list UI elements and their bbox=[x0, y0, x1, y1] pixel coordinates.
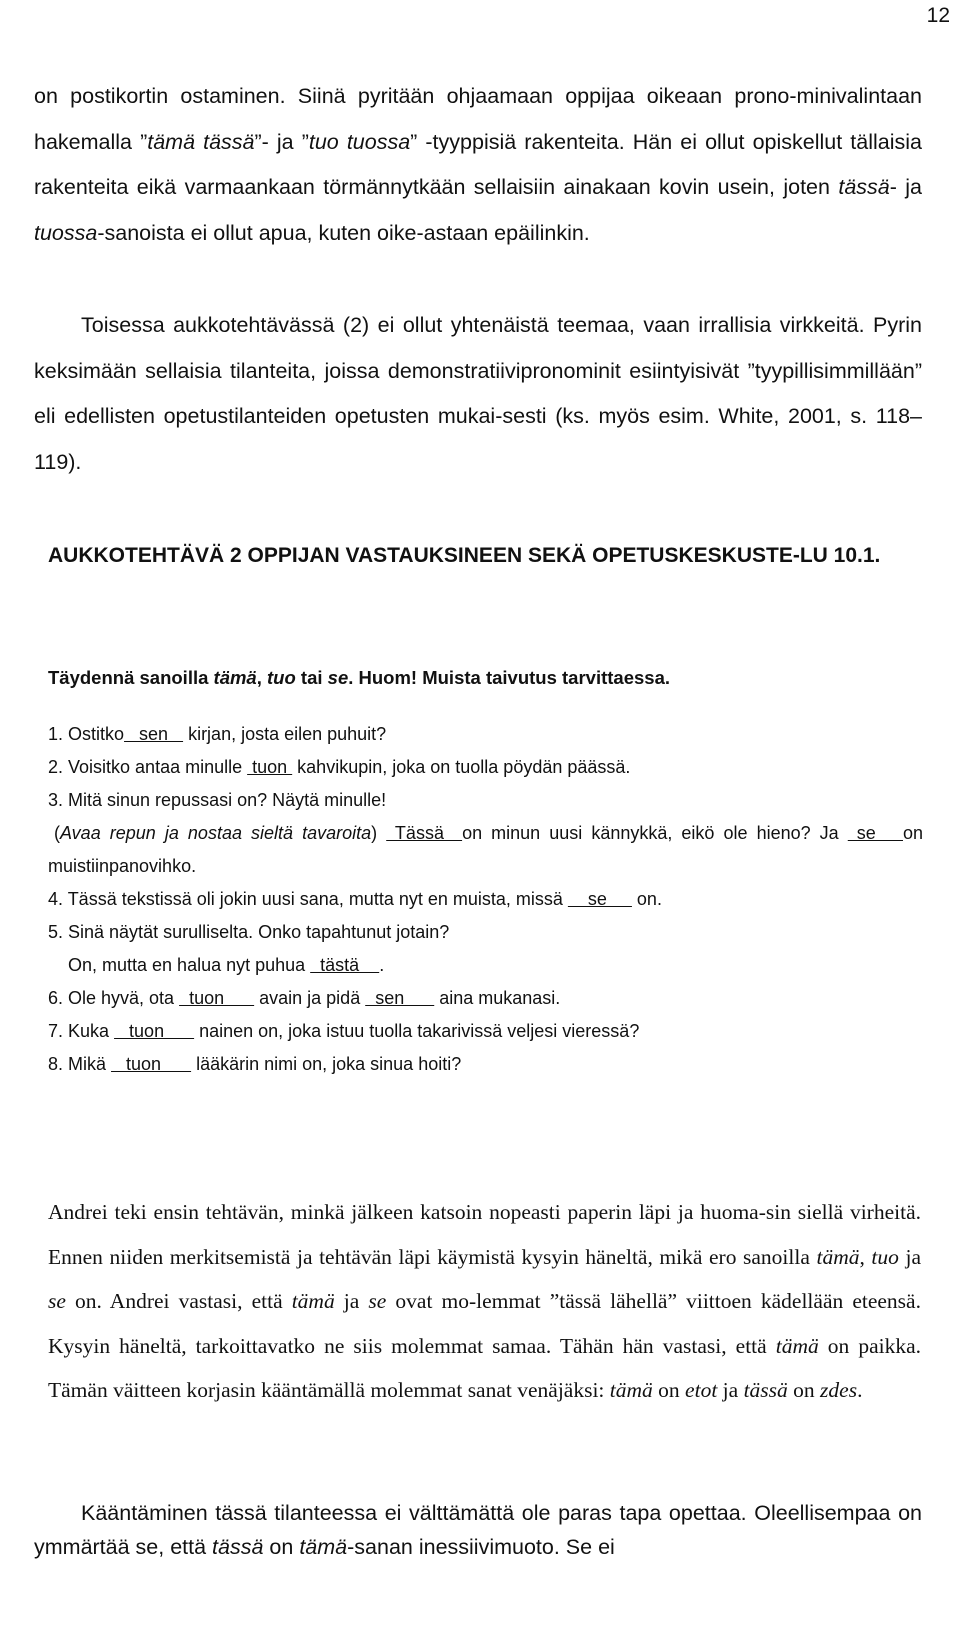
page-number: 12 bbox=[926, 4, 950, 27]
text-span: ) bbox=[371, 823, 387, 843]
text-span: on minun uusi kännykkä, eikö ole hieno? Ja bbox=[462, 823, 848, 843]
italic-term: se bbox=[48, 1289, 66, 1314]
text-span: on. bbox=[631, 889, 662, 909]
text-span: on paikka. Tämän väitteen korjasin kääntämällä molemmat sanat venäjäksi: bbox=[48, 1333, 921, 1403]
section-heading: AUKKOTEHTÄVÄ 2 OPPIJAN VASTAUKSINEEN SEKÄ OPETUSKESKUSTE-LU 10.1. bbox=[48, 544, 881, 567]
answer-blank: sen bbox=[365, 988, 435, 1008]
paragraph-3 bbox=[48, 1190, 921, 1413]
text-span: -sanoista ei ollut apua, kuten oike-astaan epäilinkin. bbox=[97, 220, 590, 245]
italic-term: tämä bbox=[775, 1333, 819, 1358]
text-span: tai bbox=[295, 667, 328, 688]
text-span: - ja bbox=[889, 175, 922, 200]
italic-term: tämä tässä bbox=[147, 129, 255, 154]
text-span: on postikortin ostaminen. Siinä pyritään ohjaamaan oppijaa oikeaan prono-minivalintaan hakemalla ” bbox=[34, 84, 922, 154]
text-span: ” -tyyppisiä rakenteita. Hän ei ollut opiskellut tällaisia rakenteita eikä varmaankaan törmännytkään sellaisiin ainakaan kovin usein, joten bbox=[34, 129, 922, 200]
text-span: avain ja pidä bbox=[254, 988, 366, 1008]
text-span: on bbox=[787, 1378, 821, 1403]
italic-term: tämä bbox=[291, 1289, 335, 1314]
exercise-item-3-answer bbox=[48, 817, 923, 883]
text-span: 2. Voisitko antaa minulle bbox=[48, 757, 248, 777]
exercise-item-1 bbox=[48, 718, 923, 751]
text-span: Täydennä sanoilla bbox=[48, 667, 214, 688]
answer-blank: tuon bbox=[247, 757, 293, 777]
text-span: kirjan, josta eilen puhuit? bbox=[183, 724, 387, 744]
paragraph-4 bbox=[34, 1496, 922, 1564]
exercise-item-3: 3. Mitä sinun repussasi on? Näytä minulle! bbox=[48, 790, 387, 810]
italic-term: se bbox=[327, 667, 349, 688]
text-span: . Huom! Muista taivutus tarvittaessa. bbox=[348, 667, 671, 688]
answer-blank: tuon bbox=[179, 988, 255, 1008]
exercise-item-4 bbox=[48, 883, 923, 916]
text-span: lääkärin nimi on, joka sinua hoiti? bbox=[191, 1054, 462, 1074]
italic-term: tämä bbox=[213, 667, 257, 688]
italic-term: etot bbox=[685, 1378, 718, 1403]
text-span: ( bbox=[54, 823, 60, 843]
paragraph-1 bbox=[34, 74, 922, 256]
exercise-list bbox=[48, 718, 923, 1081]
text-span: aina mukanasi. bbox=[434, 988, 561, 1008]
text-span: 1. Ostitko bbox=[48, 724, 125, 744]
text-span: 7. Kuka bbox=[48, 1021, 115, 1041]
answer-blank: se bbox=[567, 889, 632, 909]
exercise-instruction bbox=[48, 666, 670, 690]
text-span: On, mutta en halua nyt puhua bbox=[68, 955, 311, 975]
italic-term: tämä bbox=[816, 1244, 860, 1269]
exercise-item-2 bbox=[48, 751, 923, 784]
exercise-item-7 bbox=[48, 1015, 923, 1048]
answer-blank: tuon bbox=[114, 1021, 195, 1041]
italic-term: tuo bbox=[871, 1244, 899, 1269]
answer-blank: Tässä bbox=[386, 823, 463, 843]
paragraph-2: Toisessa aukkotehtävässä (2) ei ollut yhtenäistä teemaa, vaan irrallisia virkkeitä. Pyrin keksimään sellaisia tilanteita, joissa demonstratiivipronominit esiintyisivät ”tyypillisimmillään” eli edellisten opetustilanteiden opetusten mukai-sesti (ks. myös esim. White, 2001, s. 118–119). bbox=[34, 313, 922, 474]
italic-term: tässä bbox=[838, 175, 890, 200]
text-span: , bbox=[256, 667, 268, 688]
text-span: 6. Ole hyvä, ota bbox=[48, 988, 180, 1008]
answer-blank: tästä bbox=[310, 955, 380, 975]
text-span: Andrei teki ensin tehtävän, minkä jälkeen katsoin nopeasti paperin läpi ja huoma-sin siellä virheitä. Ennen niiden merkitsemistä ja tehtävän läpi käymistä kysyin häneltä, mikä ero sanoilla bbox=[48, 1200, 921, 1269]
italic-term: tässä bbox=[743, 1378, 788, 1403]
italic-term: tässä bbox=[212, 1535, 264, 1559]
answer-blank: sen bbox=[124, 724, 184, 744]
italic-term: zdes bbox=[820, 1378, 858, 1403]
text-span: on bbox=[263, 1535, 300, 1559]
answer-blank: se bbox=[847, 823, 903, 843]
text-span: ja bbox=[898, 1244, 921, 1269]
text-span: nainen on, joka istuu tuolla takarivissä veljesi vieressä? bbox=[194, 1021, 640, 1041]
italic-term: se bbox=[368, 1289, 387, 1314]
text-span: on bbox=[652, 1378, 686, 1403]
exercise-item-6 bbox=[48, 982, 923, 1015]
exercise-item-8 bbox=[48, 1048, 923, 1081]
text-span: Kääntäminen tässä tilanteessa ei välttämättä ole paras tapa opettaa. Oleellisempaa on ymmärtää se, että bbox=[34, 1501, 922, 1559]
text-span: , bbox=[859, 1244, 872, 1269]
italic-term: tämä bbox=[609, 1378, 653, 1403]
exercise-item-5: 5. Sinä näytät surulliselta. Onko tapahtunut jotain? bbox=[48, 922, 450, 942]
text-span: on muistiinpanovihko. bbox=[48, 823, 924, 876]
text-span: ovat mo-lemmat ”tässä lähellä” viittoen kädellään eteensä. Kysyin häneltä, tarkoittavatko ne siis molemmat samaa. Tähän hän vastasi, että bbox=[48, 1289, 921, 1358]
italic-term: Avaa repun ja nostaa sieltä tavaroita bbox=[60, 823, 372, 843]
italic-term: tuo bbox=[267, 667, 296, 688]
answer-blank: tuon bbox=[111, 1054, 192, 1074]
text-span: kahvikupin, joka on tuolla pöydän päässä. bbox=[292, 757, 631, 777]
text-span: 8. Mikä bbox=[48, 1054, 112, 1074]
text-span: . bbox=[857, 1378, 863, 1403]
italic-term: tuossa bbox=[34, 220, 98, 245]
text-span: ja bbox=[717, 1378, 744, 1403]
text-span: on. Andrei vastasi, että bbox=[65, 1289, 292, 1314]
text-span: . bbox=[379, 955, 385, 975]
text-span: -sanan inessiivimuoto. Se ei bbox=[347, 1535, 615, 1559]
text-span: ja bbox=[334, 1289, 369, 1314]
text-span: 4. Tässä tekstissä oli jokin uusi sana, mutta nyt en muista, missä bbox=[48, 889, 568, 909]
italic-term: tuo tuossa bbox=[308, 129, 411, 154]
italic-term: tämä bbox=[299, 1535, 348, 1559]
exercise-item-5-answer bbox=[48, 949, 923, 982]
text-span: ”- ja ” bbox=[254, 129, 309, 154]
